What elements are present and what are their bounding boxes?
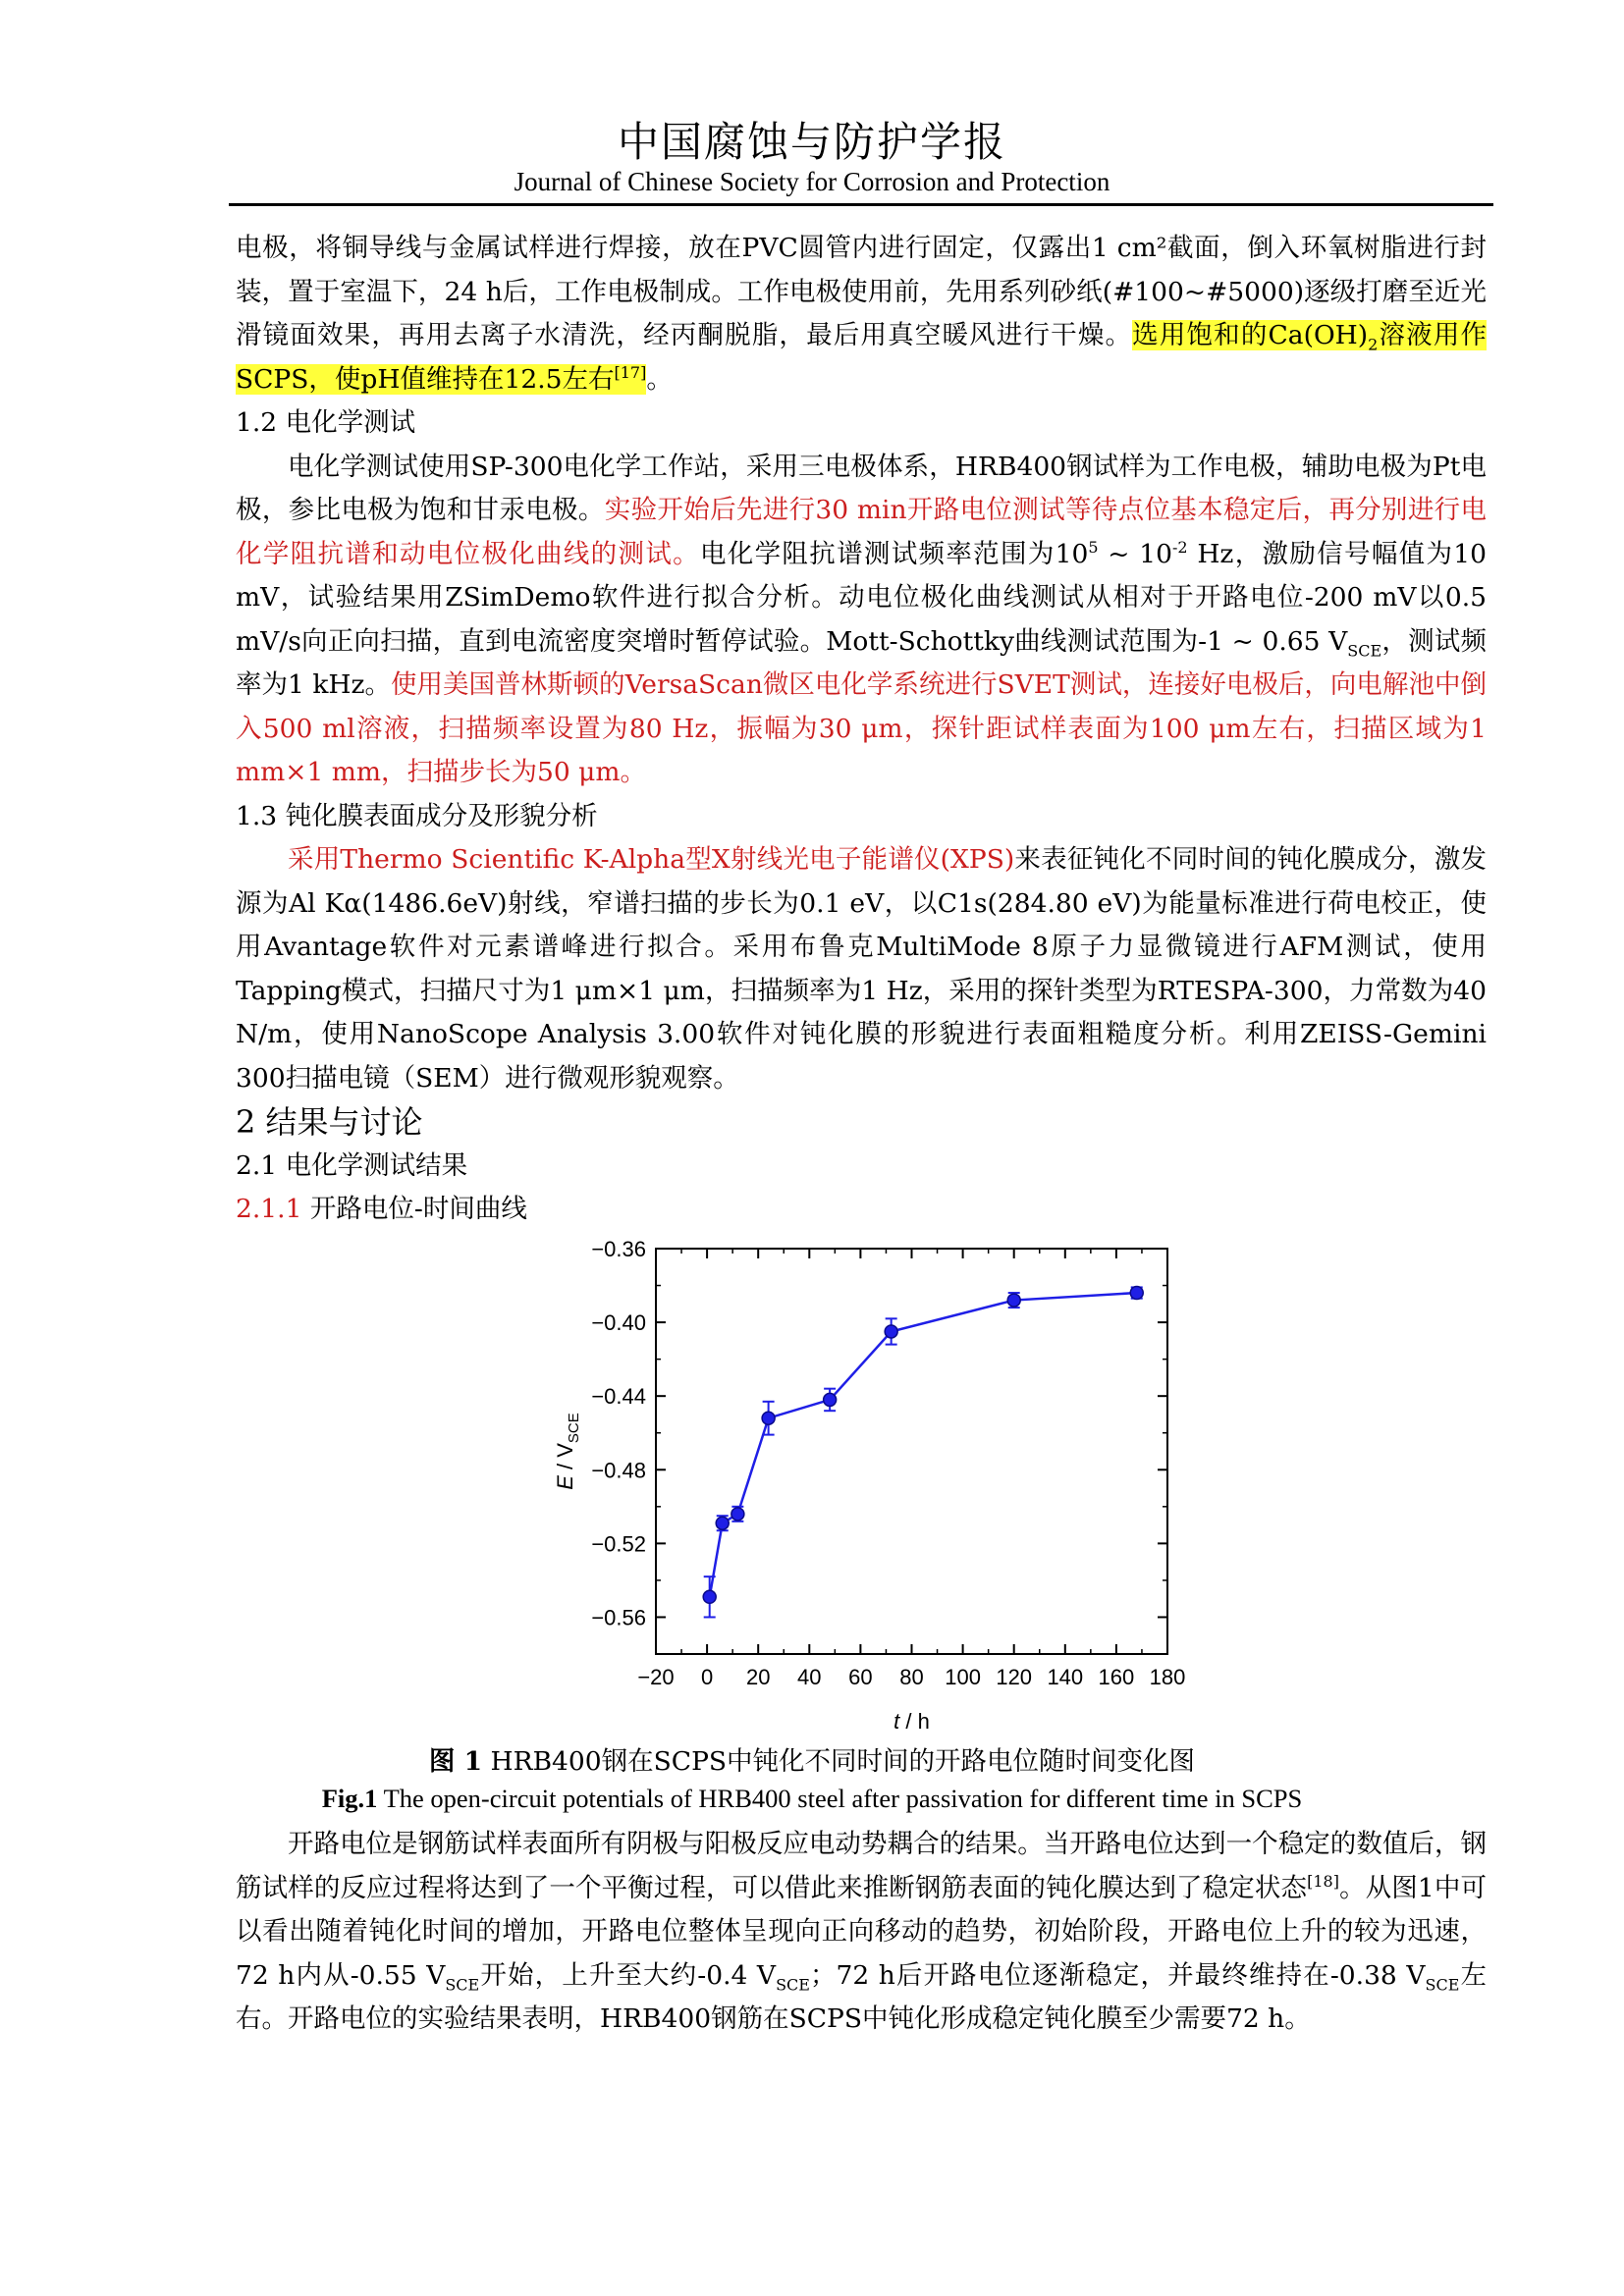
- data-point: [824, 1393, 837, 1406]
- paragraph-materials: 电极，将铜导线与金属试样进行焊接，放在PVC圆管内进行固定，仅露出1 cm²截面，倒入环氧树脂进行封装，置于室温下，24 h后，工作电极制成。工作电极使用前，先用系列砂纸(#100~#5000)逐级打磨至近光滑镜面效果，再用去离子水清洗，经丙酮脱脂，最后用真空暖风进行干燥。选用饱和的$Ca(OH)_2$溶液用作SCPS，使pH值维持在12.5左右[17]。: [236, 233, 1487, 395]
- paragraph-surface: 采用Thermo Scientific K-Alpha型X射线光电子能谱仪(XPS)来表征钝化不同时间的钝化膜成分，激发源为Al Kα(1486.6eV)射线，窄谱扫描的步长为0.1 eV，以C1s(284.80 eV)为能量标准进行荷电校正，使用Avantage软件对元素谱峰进行拟合。采用布鲁克MultiMode 8原子力显微镜进行AFM测试，使用Tapping模式，扫描尺寸为1 μm×1 μm，扫描频率为1 Hz，采用的探针类型为RTESPA-300，力常数为40 N/m，使用NanoScope Analysis 3.00软件对钝化膜的形貌进行表面粗糙度分析。利用ZEISS-Gemini 300扫描电镜（SEM）进行微观形貌观察。: [236, 844, 1488, 1094]
- x-axis-label: t / h: [893, 1709, 930, 1734]
- x-tick-label: 40: [797, 1665, 822, 1689]
- y-axis-label: E / $V_{SCE}$: [553, 1413, 582, 1490]
- x-tick-label: 60: [848, 1665, 873, 1689]
- red-text: 采用Thermo Scientific K-Alpha型X射线光电子能谱仪(XPS): [288, 844, 1015, 875]
- red-text: 实验开始后先进行30 min开路电位测试等待点位基本稳定后，再分别进行电化学阻抗谱和动电位极化曲线的测试。: [236, 495, 1488, 569]
- section-heading-1-3: 1.3 钝化膜表面成分及形貌分析: [236, 800, 598, 831]
- section-heading-2: 2 结果与讨论: [236, 1103, 423, 1141]
- series-line: [710, 1293, 1137, 1597]
- x-tick-label: 100: [945, 1665, 981, 1689]
- data-point: [885, 1325, 897, 1338]
- data-point: [1130, 1287, 1143, 1300]
- section-heading-2-1: 2.1 电化学测试结果: [236, 1149, 468, 1181]
- x-tick-label: 80: [899, 1665, 924, 1689]
- journal-title-en: Journal of Chinese Society for Corrosion and Protection: [514, 167, 1110, 196]
- y-tick-label: −0.52: [591, 1531, 646, 1557]
- citation: [18]: [1307, 1871, 1339, 1891]
- data-point: [703, 1590, 716, 1603]
- highlighted-text: 选用饱和的$Ca(OH)_2$溶液用作SCPS，使pH值维持在12.5左右[17]: [236, 320, 1487, 395]
- section-heading-1-2: 1.2 电化学测试: [236, 407, 416, 438]
- data-point: [762, 1412, 775, 1424]
- journal-title-cn: 中国腐蚀与防护学报: [617, 118, 1006, 166]
- x-tick-label: −20: [637, 1665, 675, 1689]
- data-point: [1007, 1294, 1020, 1307]
- figure-caption-en: Fig.1 The open-circuit potentials of HRB400 steel after passivation for different time in SCPS: [321, 1784, 1303, 1813]
- x-tick-label: 160: [1098, 1665, 1135, 1689]
- y-tick-label: −0.56: [591, 1605, 646, 1630]
- red-text: 使用美国普林斯顿的VersaScan微区电化学系统进行SVET测试，连接好电极后，向电解池中倒入500 ml溶液，扫描频率设置为80 Hz，振幅为30 μm，探针距试样表面为100 μm左右，扫描区域为1 mm×1 mm，扫描步长为50 μm。: [236, 669, 1487, 787]
- x-tick-label: 180: [1149, 1665, 1186, 1689]
- figure-caption-cn: 图 1 HRB400钢在SCPS中钝化不同时间的开路电位随时间变化图: [428, 1746, 1196, 1777]
- y-tick-label: −0.48: [591, 1458, 646, 1483]
- x-tick-label: 120: [996, 1665, 1033, 1689]
- plot-frame: [656, 1249, 1167, 1654]
- x-tick-label: 20: [745, 1665, 771, 1689]
- y-tick-label: −0.44: [591, 1384, 646, 1410]
- data-point: [716, 1517, 729, 1529]
- section-heading-2-1-1: 2.1.1 开路电位-时间曲线: [236, 1194, 527, 1224]
- discussion-text: [236, 1823, 1487, 2042]
- data-point: [731, 1508, 744, 1521]
- x-tick-label: 0: [700, 1665, 714, 1689]
- y-tick-label: −0.36: [591, 1237, 646, 1261]
- paragraph-electrochem: 电化学测试使用SP-300电化学工作站，采用三电极体系，HRB400钢试样为工作电极，辅助电极为Pt电极，参比电极为饱和甘汞电极。实验开始后先进行30 min开路电位测试等待点位基本稳定后，再分别进行电化学阻抗谱和动电位极化曲线的测试。电化学阻抗谱测试频率范围为$10^5$ ~ $10^{-2}$ Hz，激励信号幅值为10 mV，试验结果用ZSimDemo软件进行拟合分析。动电位极化曲线测试从相对于开路电位-200 mV以0.5 mV/s向正向扫描，直到电流密度突增时暂停试验。Mott-Schottky曲线测试范围为-1 ~ 0.65 $V_{SCE}$，测试频率为1 kHz。使用美国普林斯顿的VersaScan微区电化学系统进行SVET测试，连接好电极后，向电解池中倒入500 ml溶液，扫描频率设置为80 Hz，振幅为30 μm，探针距试样表面为100 μm左右，扫描区域为1 mm×1 mm，扫描步长为50 μm。: [236, 451, 1488, 787]
- x-tick-label: 140: [1047, 1665, 1084, 1689]
- y-tick-label: −0.40: [591, 1310, 646, 1336]
- citation: [17]: [614, 362, 647, 382]
- paragraph-ocp-discussion: 开路电位是钢筋试样表面所有阴极与阳极反应电动势耦合的结果。当开路电位达到一个稳定的数值后，钢筋试样的反应过程将达到了一个平衡过程，可以借此来推断钢筋表面的钝化膜达到了稳定状态[18]。从图1中可以看出随着钝化时间的增加，开路电位整体呈现向正向移动的趋势，初始阶段，开路电位上升的较为迅速，72 h内从-0.55 $V_{SCE}$开始，上升至大约-0.4 $V_{SCE}$；72 h后开路电位逐渐稳定，并最终维持在-0.38 $V_{SCE}$左右。开路电位的实验结果表明，HRB400钢筋在SCPS中钝化形成稳定钝化膜至少需要72 h。: [236, 1829, 1487, 2034]
